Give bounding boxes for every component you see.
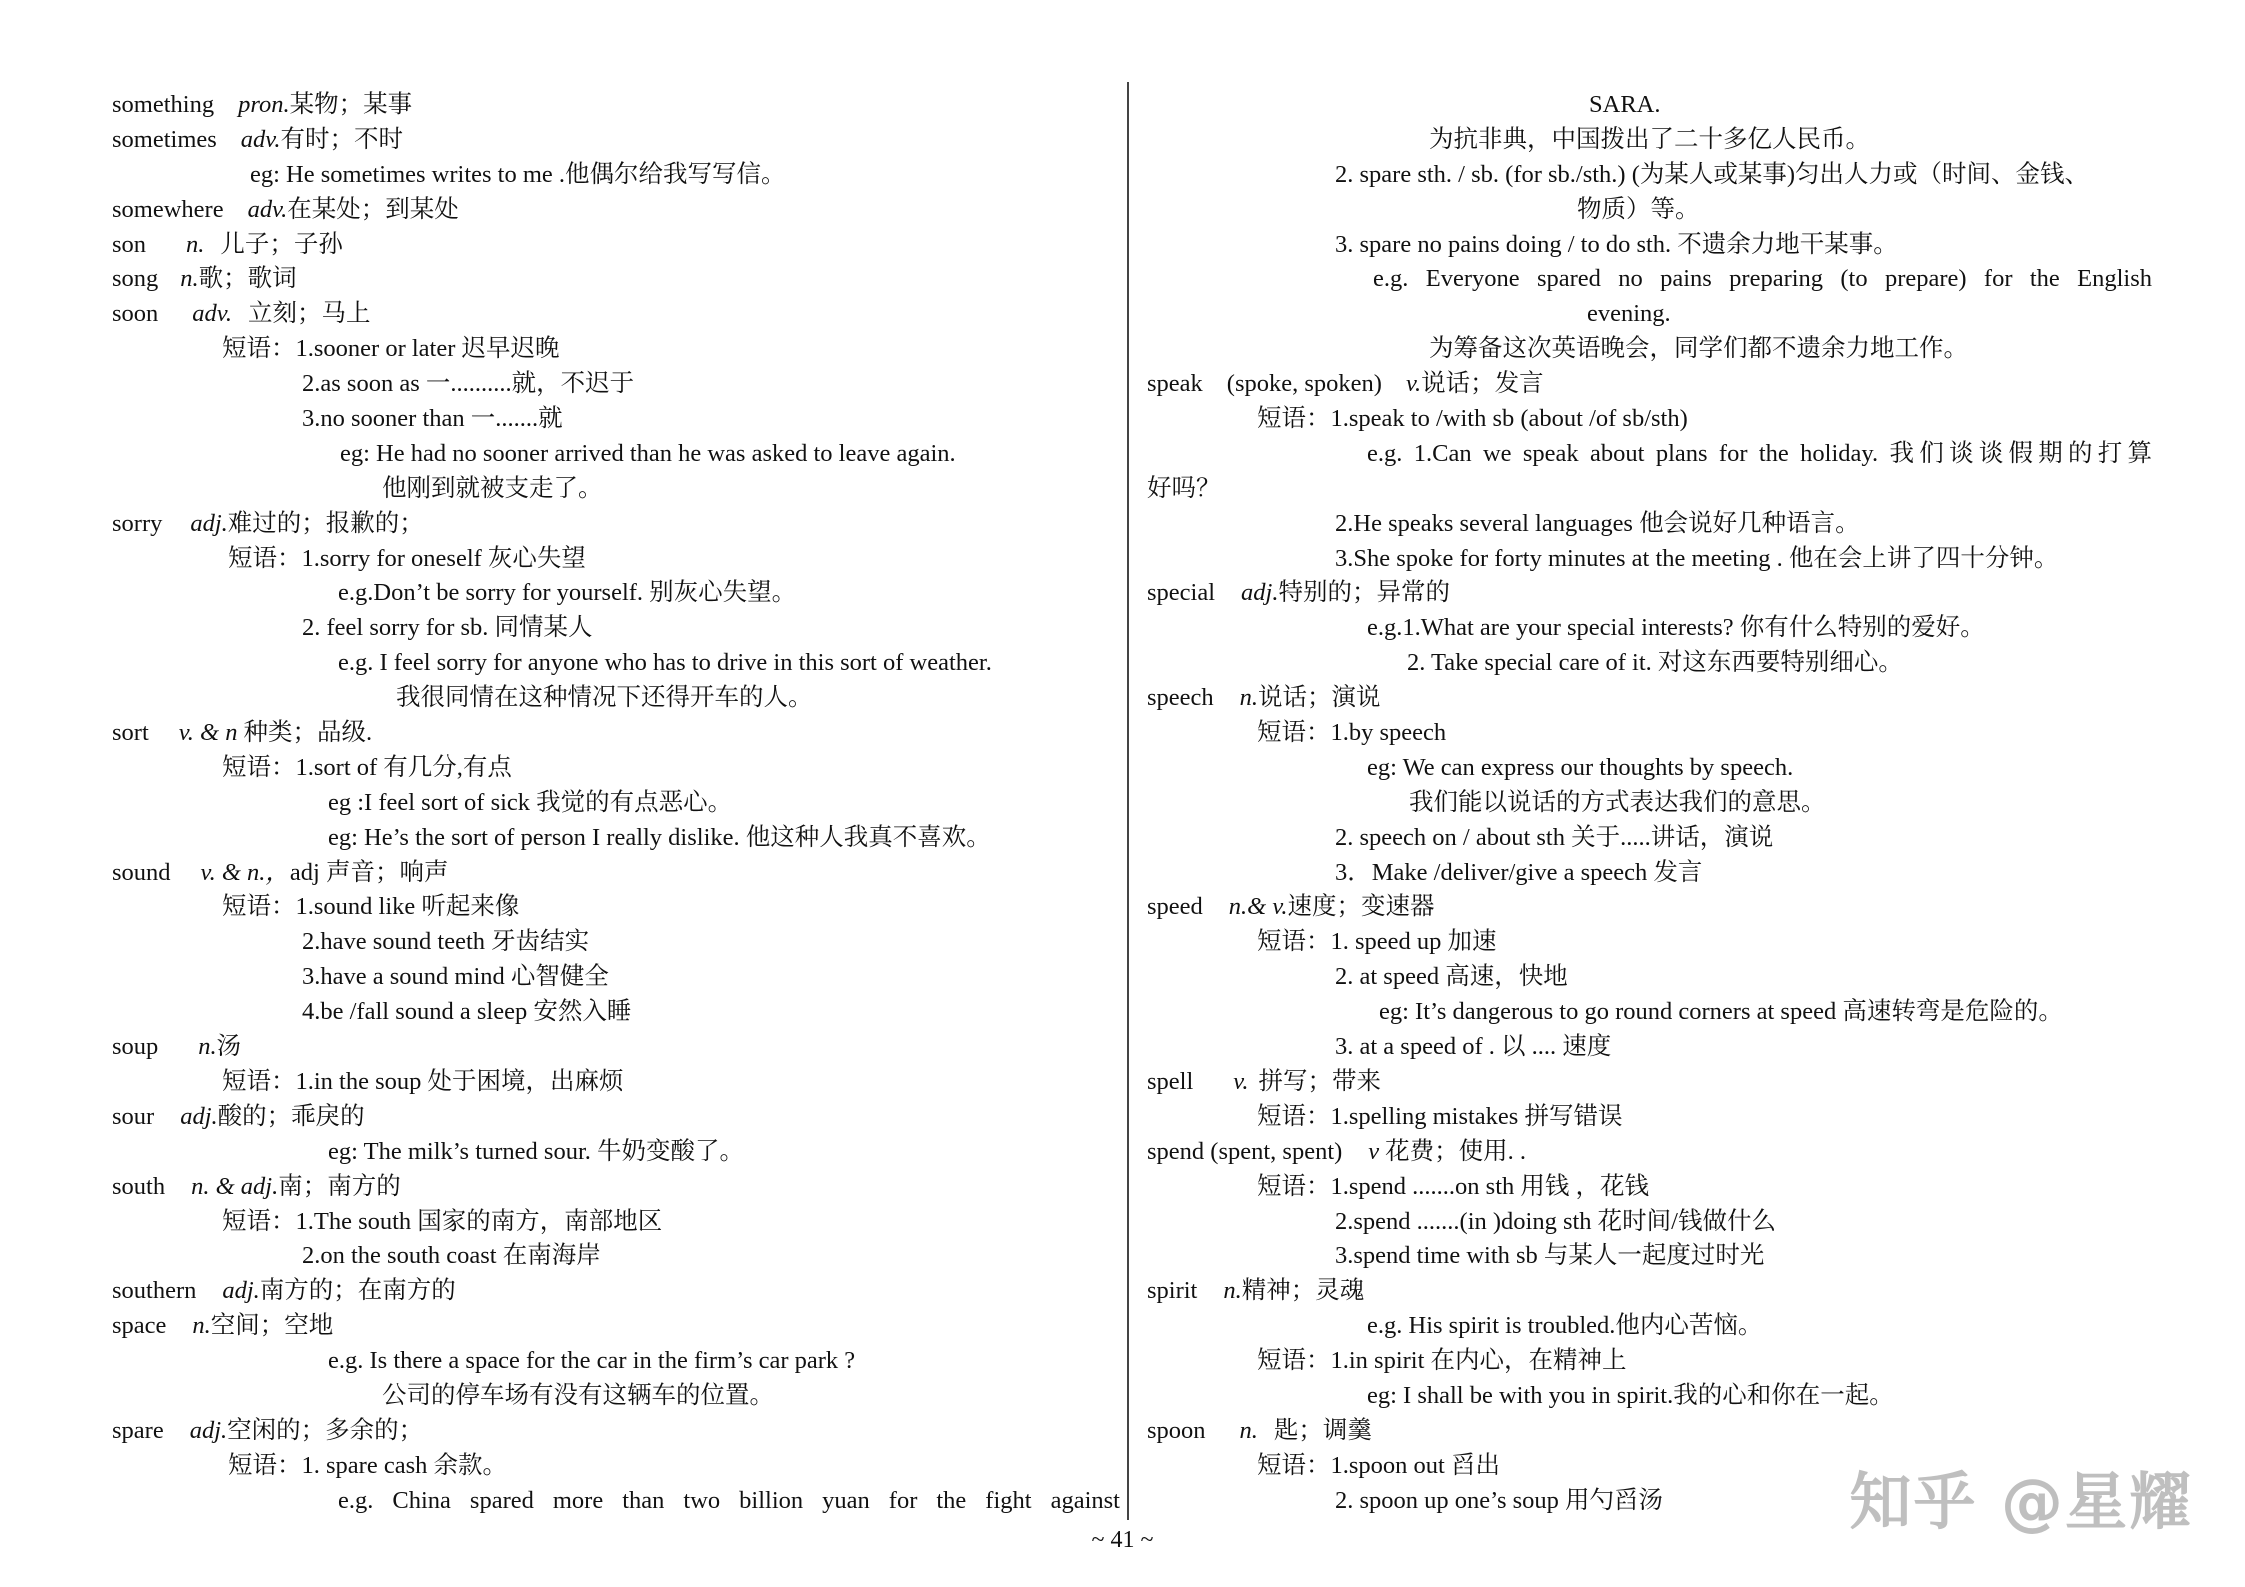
example-continuation: evening. bbox=[1587, 300, 1671, 328]
entry-speak: speak (spoke, spoken) v.说话；发言 bbox=[1147, 370, 1544, 398]
example-line: e.g. His spirit is troubled.他内心苦恼。 bbox=[1367, 1312, 1763, 1340]
entry-spirit: spirit n.精神；灵魂 bbox=[1147, 1277, 1365, 1305]
example-line: e.g. I feel sorry for anyone who has to drive in this sort of weather. bbox=[338, 649, 992, 677]
column-divider bbox=[1127, 82, 1129, 1520]
example-line: eg: We can express our thoughts by speech. bbox=[1367, 753, 1794, 781]
phrase-line: 短语：1.sooner or later 迟早迟晚 bbox=[222, 335, 560, 363]
example-line: eg: He had no sooner arrived than he was asked to leave again. bbox=[340, 439, 956, 467]
phrase-line: 2. feel sorry for sb. 同情某人 bbox=[302, 614, 593, 642]
phrase-line: 2.spend .......(in )doing sth 花时间/钱做什么 bbox=[1335, 1207, 1776, 1235]
entry-speech: speech n.说话；演说 bbox=[1147, 684, 1381, 712]
example-line: eg: He sometimes writes to me .他偶尔给我写写信。 bbox=[250, 160, 786, 188]
translation-line: 我们能以说话的方式表达我们的意思。 bbox=[1409, 788, 1826, 816]
entry-spare: spare adj.空闲的；多余的； bbox=[112, 1416, 424, 1444]
example-line: eg :I feel sort of sick 我觉的有点恶心。 bbox=[328, 788, 733, 816]
example-line: eg: It’s dangerous to go round corners at speed 高速转弯是危险的。 bbox=[1379, 998, 2063, 1026]
right-column bbox=[1147, 88, 2152, 1519]
phrase-line: 短语：1.by speech bbox=[1257, 719, 1447, 747]
entry-sort: sort v. & n 种类；品级. bbox=[112, 719, 373, 747]
example-line: eg: The milk’s turned sour. 牛奶变酸了。 bbox=[328, 1137, 745, 1165]
phrase-line: 短语：1.sound like 听起来像 bbox=[222, 893, 520, 921]
entry-somewhere: somewhere adv.在某处；到某处 bbox=[112, 195, 459, 223]
phrase-line: 短语：1. speed up 加速 bbox=[1257, 928, 1497, 956]
example-line: 3.She spoke for forty minutes at the meeting . 他在会上讲了四十分钟。 bbox=[1335, 544, 2059, 572]
example-line: e.g. China spared more than two billion yuan for the fight against bbox=[338, 1486, 1120, 1514]
phrase-line: 短语：1. spare cash 余款。 bbox=[228, 1451, 507, 1479]
entry-son: son n. 儿子；子孙 bbox=[112, 230, 343, 258]
phrase-line: 2. spoon up one’s soup 用勺舀汤 bbox=[1335, 1486, 1664, 1514]
phrase-continuation: 物质）等。 bbox=[1577, 195, 1700, 223]
entry-sometimes: sometimes adv.有时；不时 bbox=[112, 125, 403, 153]
example-line: eg: I shall be with you in spirit.我的心和你在一起。 bbox=[1367, 1381, 1894, 1409]
phrase-line: 短语：1.spoon out 舀出 bbox=[1257, 1451, 1500, 1479]
entry-speed: speed n.& v.速度；变速器 bbox=[1147, 893, 1435, 921]
phrase-line: 3. spare no pains doing / to do sth. 不遗余力地干某事。 bbox=[1335, 230, 1898, 258]
phrase-line: 短语：1.sorry for oneself 灰心失望 bbox=[228, 544, 586, 572]
phrase-line: 短语：1.spelling mistakes 拼写错误 bbox=[1257, 1102, 1623, 1130]
phrase-line: 2.have sound teeth 牙齿结实 bbox=[302, 928, 590, 956]
entry-song: song n.歌；歌词 bbox=[112, 265, 297, 293]
phrase-line: 短语：1.spend .......on sth 用钱 ，花钱 bbox=[1257, 1172, 1649, 1200]
phrase-line: 短语：1.in spirit 在内心，在精神上 bbox=[1257, 1347, 1627, 1375]
entry-soup: soup n.汤 bbox=[112, 1033, 242, 1061]
phrase-line: 3.spend time with sb 与某人一起度过时光 bbox=[1335, 1242, 1765, 1270]
phrase-line: 3.have a sound mind 心智健全 bbox=[302, 963, 609, 991]
translation-line: 他刚到就被支走了。 bbox=[382, 474, 603, 502]
entry-spend: spend (spent, spent) v 花费；使用. . bbox=[1147, 1137, 1527, 1165]
translation-line: 为筹备这次英语晚会，同学们都不遗余力地工作。 bbox=[1429, 335, 1968, 363]
phrase-line: 短语：1.speak to /with sb (about /of sb/sth) bbox=[1257, 405, 1688, 433]
left-column bbox=[112, 88, 1120, 1519]
example-line: e.g.Don’t be sorry for yourself. 别灰心失望。 bbox=[338, 579, 797, 607]
entry-sound: sound v. & n.，adj 声音；响声 bbox=[112, 858, 449, 886]
phrase-line: 短语：1.in the soup 处于困境，出麻烦 bbox=[222, 1067, 624, 1095]
phrase-line: 2. spare sth. / sb. (for sb./sth.) (为某人或某事)匀出人力或（时间、金钱、 bbox=[1335, 160, 2090, 188]
phrase-line: 短语：1.The south 国家的南方，南部地区 bbox=[222, 1207, 663, 1235]
phrase-line: 2.as soon as 一..........就，不迟于 bbox=[302, 370, 635, 398]
entry-soon: soon adv. 立刻；马上 bbox=[112, 300, 371, 328]
phrase-line: 3．Make /deliver/give a speech 发言 bbox=[1335, 858, 1703, 886]
phrase-line: 4.be /fall sound a sleep 安然入睡 bbox=[302, 998, 632, 1026]
page-number: ~ 41 ~ bbox=[1091, 1527, 1154, 1553]
entry-spoon: spoon n. 匙；调羹 bbox=[1147, 1416, 1372, 1444]
phrase-line: 2.on the south coast 在南海岸 bbox=[302, 1242, 601, 1270]
phrase-line: 3.no sooner than 一.......就 bbox=[302, 405, 563, 433]
entry-spell: spell v. 拼写；带来 bbox=[1147, 1067, 1381, 1095]
example-line: e.g. 1.Can we speak about plans for the holiday. 我们谈谈假期的打算 bbox=[1367, 439, 2152, 467]
watermark: 知乎 @星耀 bbox=[1849, 1465, 2193, 1538]
example-line: e.g. Everyone spared no pains preparing (to prepare) for the English bbox=[1373, 265, 2152, 293]
entry-something: something pron.某物；某事 bbox=[112, 91, 413, 118]
example-line: 2.He speaks several languages 他会说好几种语言。 bbox=[1335, 509, 1860, 537]
entry-sour: sour adj.酸的；乖戾的 bbox=[112, 1102, 365, 1130]
translation-line: 我很同情在这种情况下还得开车的人。 bbox=[396, 684, 813, 712]
entry-sorry: sorry adj.难过的；报歉的； bbox=[112, 509, 424, 537]
example-line: 2. Take special care of it. 对这东西要特别细心。 bbox=[1407, 649, 1903, 677]
translation-line: 为抗非典，中国拨出了二十多亿人民币。 bbox=[1429, 125, 1870, 153]
entry-south: south n. & adj.南；南方的 bbox=[112, 1172, 401, 1200]
entry-space: space n.空间；空地 bbox=[112, 1312, 334, 1340]
phrase-line: 2. at speed 高速，快地 bbox=[1335, 963, 1568, 991]
example-line: e.g. Is there a space for the car in the firm’s car park ? bbox=[328, 1347, 856, 1375]
translation-line: 公司的停车场有没有这辆车的位置。 bbox=[382, 1381, 774, 1409]
example-continuation: 好吗？ bbox=[1147, 474, 1221, 502]
phrase-line: 3. at a speed of . 以 .... 速度 bbox=[1335, 1033, 1612, 1061]
phrase-line: 短语：1.sort of 有几分,有点 bbox=[222, 753, 512, 781]
example-line: e.g.1.What are your special interests? 你有什么特别的爱好。 bbox=[1367, 614, 1985, 642]
phrase-line: 2. speech on / about sth 关于.....讲话，演说 bbox=[1335, 823, 1774, 851]
example-line: eg: He’s the sort of person I really dislike. 他这种人我真不喜欢。 bbox=[328, 823, 991, 851]
entry-special: special adj.特别的；异常的 bbox=[1147, 579, 1450, 607]
example-continuation: SARA. bbox=[1589, 91, 1661, 118]
entry-southern: southern adj.南方的；在南方的 bbox=[112, 1277, 456, 1305]
